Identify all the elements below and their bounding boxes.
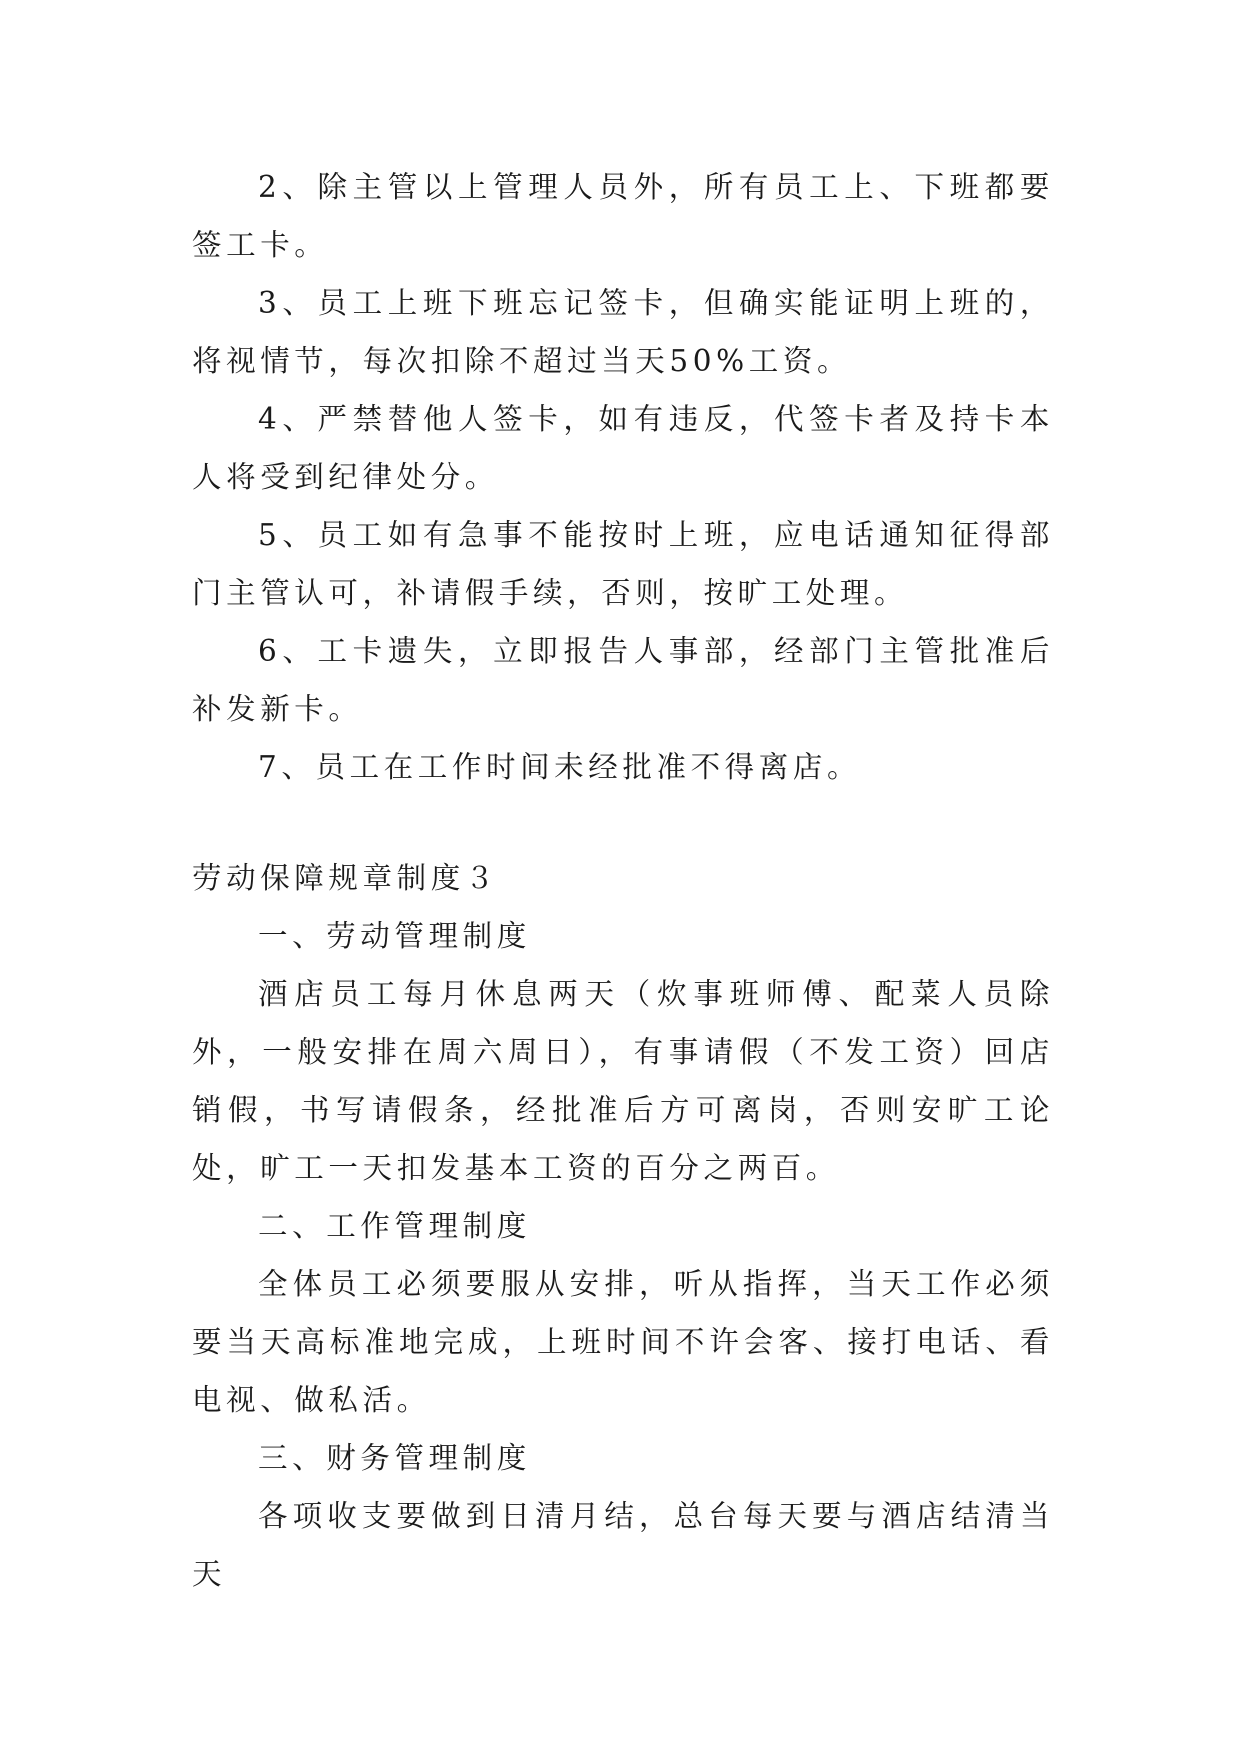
rule-item: 6、工卡遗失，立即报告人事部，经部门主管批准后补发新卡。: [192, 634, 1054, 726]
subsection-heading: 一、劳动管理制度: [258, 919, 531, 953]
body-paragraph: 全体员工必须要服从安排，听从指挥，当天工作必须要当天高标准地完成，上班时间不许会客、接打电话、看电视、做私活。: [192, 1267, 1054, 1417]
body-paragraph: 各项收支要做到日清月结，总台每天要与酒店结清当天: [192, 1499, 1054, 1591]
subsection-heading: 二、工作管理制度: [258, 1209, 531, 1243]
section-title: 劳动保障规章制度３: [192, 861, 499, 895]
rule-item: 3、员工上班下班忘记签卡，但确实能证明上班的，将视情节，每次扣除不超过当天50%工资。: [192, 286, 1054, 378]
subsection-heading: 三、财务管理制度: [258, 1441, 531, 1475]
rule-item: 7、员工在工作时间未经批准不得离店。: [258, 750, 862, 784]
rule-item: 2、除主管以上管理人员外，所有员工上、下班都要签工卡。: [192, 170, 1054, 262]
rule-item: 5、员工如有急事不能按时上班，应电话通知征得部门主管认可，补请假手续，否则，按旷工处理。: [192, 518, 1054, 610]
rule-item: 4、严禁替他人签卡，如有违反，代签卡者及持卡本人将受到纪律处分。: [192, 402, 1054, 494]
body-paragraph: 酒店员工每月休息两天（炊事班师傅、配菜人员除外，一般安排在周六周日），有事请假（不发工资）回店销假，书写请假条，经批准后方可离岗，否则安旷工论处，旷工一天扣发基本工资的百分之两百。: [192, 977, 1054, 1185]
section-3: [192, 849, 1054, 1603]
rules-list: [192, 158, 1054, 796]
